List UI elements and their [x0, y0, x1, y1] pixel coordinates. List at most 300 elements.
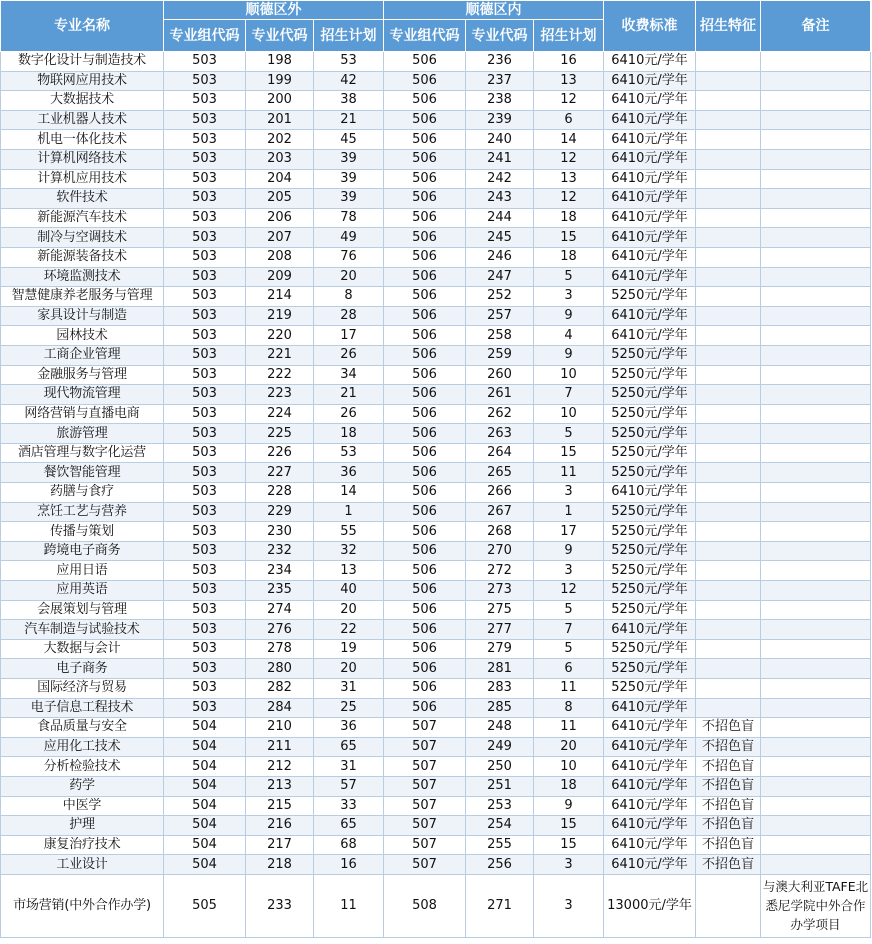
major-name-cell: 网络营销与直播电商: [1, 404, 164, 424]
outside-plan-cell: 57: [314, 776, 384, 796]
remark-cell: [761, 404, 871, 424]
outside-plan-cell: 16: [314, 855, 384, 875]
fee-cell: 6410元/学年: [604, 189, 696, 209]
outside-plan-cell: 42: [314, 71, 384, 91]
remark-cell: [761, 208, 871, 228]
inside-plan-cell: 6: [534, 110, 604, 130]
major-name-cell: 跨境电子商务: [1, 541, 164, 561]
feature-cell: [696, 306, 761, 326]
header-outside-major-code: 专业代码: [246, 20, 314, 52]
inside-plan-cell: 15: [534, 228, 604, 248]
remark-cell: [761, 463, 871, 483]
inside-plan-cell: 10: [534, 404, 604, 424]
outside-major-code-cell: 223: [246, 385, 314, 405]
fee-cell: 5250元/学年: [604, 522, 696, 542]
outside-group-code-cell: 504: [164, 835, 246, 855]
major-name-cell: 物联网应用技术: [1, 71, 164, 91]
inside-major-code-cell: 285: [466, 698, 534, 718]
remark-cell: [761, 130, 871, 150]
outside-major-code-cell: 227: [246, 463, 314, 483]
inside-plan-cell: 1: [534, 502, 604, 522]
inside-group-code-cell: 506: [384, 110, 466, 130]
outside-major-code-cell: 234: [246, 561, 314, 581]
outside-plan-cell: 14: [314, 483, 384, 503]
inside-group-code-cell: 506: [384, 443, 466, 463]
inside-major-code-cell: 248: [466, 718, 534, 738]
remark-cell: [761, 816, 871, 836]
fee-cell: 6410元/学年: [604, 130, 696, 150]
inside-group-code-cell: 506: [384, 247, 466, 267]
feature-cell: 不招色盲: [696, 737, 761, 757]
fee-cell: 5250元/学年: [604, 659, 696, 679]
outside-major-code-cell: 213: [246, 776, 314, 796]
fee-cell: 13000元/学年: [604, 874, 696, 937]
feature-cell: [696, 424, 761, 444]
inside-plan-cell: 5: [534, 600, 604, 620]
fee-cell: 6410元/学年: [604, 483, 696, 503]
outside-group-code-cell: 503: [164, 620, 246, 640]
inside-major-code-cell: 246: [466, 247, 534, 267]
fee-cell: 6410元/学年: [604, 718, 696, 738]
table-row: [1, 149, 871, 169]
outside-major-code-cell: 198: [246, 52, 314, 72]
remark-cell: [761, 718, 871, 738]
outside-group-code-cell: 503: [164, 385, 246, 405]
inside-group-code-cell: 506: [384, 130, 466, 150]
fee-cell: 6410元/学年: [604, 228, 696, 248]
outside-plan-cell: 20: [314, 267, 384, 287]
inside-group-code-cell: 506: [384, 424, 466, 444]
outside-group-code-cell: 503: [164, 659, 246, 679]
inside-plan-cell: 11: [534, 718, 604, 738]
inside-plan-cell: 15: [534, 835, 604, 855]
header-inside-plan: 招生计划: [534, 20, 604, 52]
remark-cell: [761, 561, 871, 581]
outside-group-code-cell: 503: [164, 561, 246, 581]
outside-major-code-cell: 215: [246, 796, 314, 816]
outside-major-code-cell: 224: [246, 404, 314, 424]
inside-major-code-cell: 257: [466, 306, 534, 326]
inside-plan-cell: 4: [534, 326, 604, 346]
table-row: [1, 228, 871, 248]
outside-group-code-cell: 503: [164, 502, 246, 522]
fee-cell: 5250元/学年: [604, 385, 696, 405]
major-name-cell: 金融服务与管理: [1, 365, 164, 385]
table-row: [1, 659, 871, 679]
table-row: [1, 796, 871, 816]
major-name-cell: 新能源汽车技术: [1, 208, 164, 228]
feature-cell: [696, 502, 761, 522]
inside-group-code-cell: 506: [384, 463, 466, 483]
major-name-cell: 家具设计与制造: [1, 306, 164, 326]
inside-group-code-cell: 506: [384, 71, 466, 91]
major-name-cell: 大数据与会计: [1, 639, 164, 659]
outside-plan-cell: 25: [314, 698, 384, 718]
major-name-cell: 食品质量与安全: [1, 718, 164, 738]
outside-plan-cell: 33: [314, 796, 384, 816]
feature-cell: [696, 541, 761, 561]
inside-plan-cell: 8: [534, 698, 604, 718]
outside-group-code-cell: 503: [164, 91, 246, 111]
header-inside-major-code: 专业代码: [466, 20, 534, 52]
fee-cell: 6410元/学年: [604, 52, 696, 72]
inside-plan-cell: 9: [534, 796, 604, 816]
remark-cell: [761, 757, 871, 777]
inside-plan-cell: 13: [534, 169, 604, 189]
remark-cell: [761, 796, 871, 816]
outside-plan-cell: 36: [314, 463, 384, 483]
outside-plan-cell: 65: [314, 737, 384, 757]
feature-cell: [696, 581, 761, 601]
fee-cell: 5250元/学年: [604, 639, 696, 659]
outside-plan-cell: 38: [314, 91, 384, 111]
outside-group-code-cell: 503: [164, 52, 246, 72]
inside-group-code-cell: 506: [384, 189, 466, 209]
feature-cell: [696, 71, 761, 91]
inside-group-code-cell: 506: [384, 306, 466, 326]
outside-major-code-cell: 208: [246, 247, 314, 267]
fee-cell: 5250元/学年: [604, 561, 696, 581]
remark-cell: [761, 149, 871, 169]
major-name-cell: 园林技术: [1, 326, 164, 346]
feature-cell: [696, 345, 761, 365]
inside-major-code-cell: 270: [466, 541, 534, 561]
table-row: [1, 483, 871, 503]
fee-cell: 5250元/学年: [604, 404, 696, 424]
inside-group-code-cell: 506: [384, 91, 466, 111]
outside-group-code-cell: 503: [164, 600, 246, 620]
outside-major-code-cell: 228: [246, 483, 314, 503]
inside-major-code-cell: 265: [466, 463, 534, 483]
major-name-cell: 智慧健康养老服务与管理: [1, 287, 164, 307]
inside-plan-cell: 15: [534, 443, 604, 463]
outside-major-code-cell: 233: [246, 874, 314, 937]
remark-cell: [761, 600, 871, 620]
major-name-cell: 国际经济与贸易: [1, 679, 164, 699]
header-feature: 招生特征: [696, 1, 761, 52]
fee-cell: 5250元/学年: [604, 600, 696, 620]
remark-cell: [761, 737, 871, 757]
table-row: [1, 600, 871, 620]
header-major-name: 专业名称: [1, 1, 164, 52]
fee-cell: 6410元/学年: [604, 267, 696, 287]
remark-cell: [761, 71, 871, 91]
outside-group-code-cell: 503: [164, 110, 246, 130]
outside-plan-cell: 39: [314, 189, 384, 209]
outside-major-code-cell: 210: [246, 718, 314, 738]
outside-major-code-cell: 218: [246, 855, 314, 875]
inside-group-code-cell: 506: [384, 385, 466, 405]
inside-major-code-cell: 252: [466, 287, 534, 307]
inside-group-code-cell: 507: [384, 855, 466, 875]
fee-cell: 5250元/学年: [604, 345, 696, 365]
remark-cell: [761, 306, 871, 326]
remark-cell: [761, 698, 871, 718]
inside-major-code-cell: 260: [466, 365, 534, 385]
outside-major-code-cell: 235: [246, 581, 314, 601]
outside-major-code-cell: 221: [246, 345, 314, 365]
outside-plan-cell: 26: [314, 345, 384, 365]
outside-major-code-cell: 222: [246, 365, 314, 385]
remark-cell: [761, 365, 871, 385]
outside-group-code-cell: 503: [164, 287, 246, 307]
inside-group-code-cell: 506: [384, 267, 466, 287]
outside-plan-cell: 55: [314, 522, 384, 542]
major-name-cell: 软件技术: [1, 189, 164, 209]
outside-major-code-cell: 214: [246, 287, 314, 307]
inside-group-code-cell: 506: [384, 600, 466, 620]
outside-plan-cell: 39: [314, 149, 384, 169]
major-name-cell: 新能源装备技术: [1, 247, 164, 267]
feature-cell: [696, 443, 761, 463]
major-name-cell: 中医学: [1, 796, 164, 816]
outside-group-code-cell: 503: [164, 267, 246, 287]
outside-major-code-cell: 276: [246, 620, 314, 640]
outside-major-code-cell: 211: [246, 737, 314, 757]
fee-cell: 6410元/学年: [604, 71, 696, 91]
table-row: [1, 247, 871, 267]
inside-group-code-cell: 506: [384, 483, 466, 503]
outside-plan-cell: 26: [314, 404, 384, 424]
remark-cell: [761, 110, 871, 130]
header-outside-group-code: 专业组代码: [164, 20, 246, 52]
inside-major-code-cell: 244: [466, 208, 534, 228]
outside-plan-cell: 20: [314, 659, 384, 679]
outside-plan-cell: 68: [314, 835, 384, 855]
feature-cell: [696, 208, 761, 228]
feature-cell: [696, 287, 761, 307]
feature-cell: [696, 385, 761, 405]
major-name-cell: 工业设计: [1, 855, 164, 875]
fee-cell: 6410元/学年: [604, 247, 696, 267]
inside-plan-cell: 7: [534, 620, 604, 640]
outside-plan-cell: 31: [314, 757, 384, 777]
inside-major-code-cell: 271: [466, 874, 534, 937]
table-body: [1, 52, 871, 938]
inside-plan-cell: 11: [534, 463, 604, 483]
feature-cell: [696, 522, 761, 542]
major-name-cell: 会展策划与管理: [1, 600, 164, 620]
fee-cell: 6410元/学年: [604, 855, 696, 875]
inside-plan-cell: 18: [534, 776, 604, 796]
outside-group-code-cell: 504: [164, 737, 246, 757]
major-name-cell: 工商企业管理: [1, 345, 164, 365]
outside-major-code-cell: 216: [246, 816, 314, 836]
table-header: [1, 1, 871, 52]
fee-cell: 6410元/学年: [604, 169, 696, 189]
outside-major-code-cell: 199: [246, 71, 314, 91]
feature-cell: [696, 189, 761, 209]
inside-plan-cell: 12: [534, 91, 604, 111]
major-name-cell: 电子商务: [1, 659, 164, 679]
outside-major-code-cell: 205: [246, 189, 314, 209]
table-row: [1, 189, 871, 209]
inside-plan-cell: 10: [534, 757, 604, 777]
table-row: [1, 502, 871, 522]
feature-cell: 不招色盲: [696, 855, 761, 875]
remark-cell: [761, 639, 871, 659]
outside-major-code-cell: 204: [246, 169, 314, 189]
feature-cell: [696, 110, 761, 130]
feature-cell: [696, 404, 761, 424]
table-row: [1, 404, 871, 424]
outside-group-code-cell: 503: [164, 71, 246, 91]
remark-cell: [761, 287, 871, 307]
feature-cell: [696, 639, 761, 659]
table-row: [1, 816, 871, 836]
remark-cell: [761, 91, 871, 111]
outside-group-code-cell: 504: [164, 855, 246, 875]
outside-major-code-cell: 206: [246, 208, 314, 228]
inside-major-code-cell: 264: [466, 443, 534, 463]
feature-cell: [696, 91, 761, 111]
inside-plan-cell: 9: [534, 306, 604, 326]
feature-cell: 不招色盲: [696, 816, 761, 836]
fee-cell: 6410元/学年: [604, 776, 696, 796]
outside-group-code-cell: 503: [164, 345, 246, 365]
header-fee: 收费标准: [604, 1, 696, 52]
major-name-cell: 现代物流管理: [1, 385, 164, 405]
inside-group-code-cell: 506: [384, 561, 466, 581]
outside-group-code-cell: 503: [164, 149, 246, 169]
inside-plan-cell: 3: [534, 855, 604, 875]
remark-cell: [761, 345, 871, 365]
outside-major-code-cell: 274: [246, 600, 314, 620]
table-row: [1, 463, 871, 483]
fee-cell: 6410元/学年: [604, 208, 696, 228]
major-name-cell: 大数据技术: [1, 91, 164, 111]
feature-cell: 不招色盲: [696, 776, 761, 796]
outside-plan-cell: 11: [314, 874, 384, 937]
outside-plan-cell: 13: [314, 561, 384, 581]
inside-major-code-cell: 240: [466, 130, 534, 150]
inside-group-code-cell: 506: [384, 404, 466, 424]
outside-plan-cell: 65: [314, 816, 384, 836]
outside-group-code-cell: 503: [164, 581, 246, 601]
header-outside-group: 顺德区外: [164, 1, 384, 20]
outside-group-code-cell: 503: [164, 443, 246, 463]
outside-group-code-cell: 503: [164, 189, 246, 209]
inside-major-code-cell: 275: [466, 600, 534, 620]
major-name-cell: 制冷与空调技术: [1, 228, 164, 248]
outside-plan-cell: 20: [314, 600, 384, 620]
major-name-cell: 烹饪工艺与营养: [1, 502, 164, 522]
inside-major-code-cell: 238: [466, 91, 534, 111]
fee-cell: 5250元/学年: [604, 679, 696, 699]
outside-group-code-cell: 503: [164, 247, 246, 267]
fee-cell: 5250元/学年: [604, 443, 696, 463]
feature-cell: [696, 874, 761, 937]
inside-major-code-cell: 251: [466, 776, 534, 796]
inside-plan-cell: 11: [534, 679, 604, 699]
feature-cell: [696, 149, 761, 169]
table-row: [1, 130, 871, 150]
inside-plan-cell: 5: [534, 267, 604, 287]
inside-plan-cell: 10: [534, 365, 604, 385]
major-name-cell: 护理: [1, 816, 164, 836]
table-row: [1, 737, 871, 757]
table-row: [1, 522, 871, 542]
remark-cell: [761, 189, 871, 209]
table-row: [1, 287, 871, 307]
outside-group-code-cell: 504: [164, 796, 246, 816]
outside-major-code-cell: 226: [246, 443, 314, 463]
outside-major-code-cell: 217: [246, 835, 314, 855]
remark-cell: [761, 776, 871, 796]
inside-plan-cell: 6: [534, 659, 604, 679]
inside-plan-cell: 5: [534, 639, 604, 659]
header-inside-group: 顺德区内: [384, 1, 604, 20]
outside-plan-cell: 32: [314, 541, 384, 561]
fee-cell: 6410元/学年: [604, 757, 696, 777]
remark-cell: [761, 52, 871, 72]
remark-cell: [761, 620, 871, 640]
outside-group-code-cell: 503: [164, 326, 246, 346]
inside-group-code-cell: 506: [384, 52, 466, 72]
feature-cell: 不招色盲: [696, 835, 761, 855]
outside-major-code-cell: 284: [246, 698, 314, 718]
feature-cell: 不招色盲: [696, 718, 761, 738]
inside-group-code-cell: 506: [384, 326, 466, 346]
inside-group-code-cell: 508: [384, 874, 466, 937]
table-row: [1, 835, 871, 855]
inside-group-code-cell: 506: [384, 541, 466, 561]
fee-cell: 6410元/学年: [604, 816, 696, 836]
feature-cell: [696, 561, 761, 581]
table-row: [1, 541, 871, 561]
feature-cell: [696, 698, 761, 718]
feature-cell: [696, 659, 761, 679]
fee-cell: 6410元/学年: [604, 110, 696, 130]
inside-group-code-cell: 506: [384, 228, 466, 248]
major-name-cell: 计算机网络技术: [1, 149, 164, 169]
inside-major-code-cell: 283: [466, 679, 534, 699]
feature-cell: [696, 463, 761, 483]
outside-major-code-cell: 282: [246, 679, 314, 699]
table-row: [1, 306, 871, 326]
table-row: [1, 855, 871, 875]
table-row: [1, 110, 871, 130]
remark-cell: [761, 581, 871, 601]
major-name-cell: 计算机应用技术: [1, 169, 164, 189]
inside-major-code-cell: 253: [466, 796, 534, 816]
outside-plan-cell: 76: [314, 247, 384, 267]
header-outside-plan: 招生计划: [314, 20, 384, 52]
fee-cell: 5250元/学年: [604, 463, 696, 483]
inside-group-code-cell: 506: [384, 502, 466, 522]
inside-major-code-cell: 273: [466, 581, 534, 601]
inside-group-code-cell: 506: [384, 679, 466, 699]
outside-group-code-cell: 503: [164, 698, 246, 718]
outside-plan-cell: 39: [314, 169, 384, 189]
major-name-cell: 酒店管理与数字化运营: [1, 443, 164, 463]
remark-cell: [761, 659, 871, 679]
table-row: [1, 424, 871, 444]
outside-plan-cell: 49: [314, 228, 384, 248]
table-row: [1, 581, 871, 601]
remark-cell: 与澳大利亚TAFE北悉尼学院中外合作办学项目: [761, 874, 871, 937]
inside-major-code-cell: 241: [466, 149, 534, 169]
feature-cell: [696, 620, 761, 640]
fee-cell: 6410元/学年: [604, 835, 696, 855]
outside-major-code-cell: 232: [246, 541, 314, 561]
outside-major-code-cell: 230: [246, 522, 314, 542]
inside-major-code-cell: 266: [466, 483, 534, 503]
inside-plan-cell: 9: [534, 541, 604, 561]
outside-major-code-cell: 280: [246, 659, 314, 679]
table-row: [1, 874, 871, 937]
fee-cell: 6410元/学年: [604, 796, 696, 816]
